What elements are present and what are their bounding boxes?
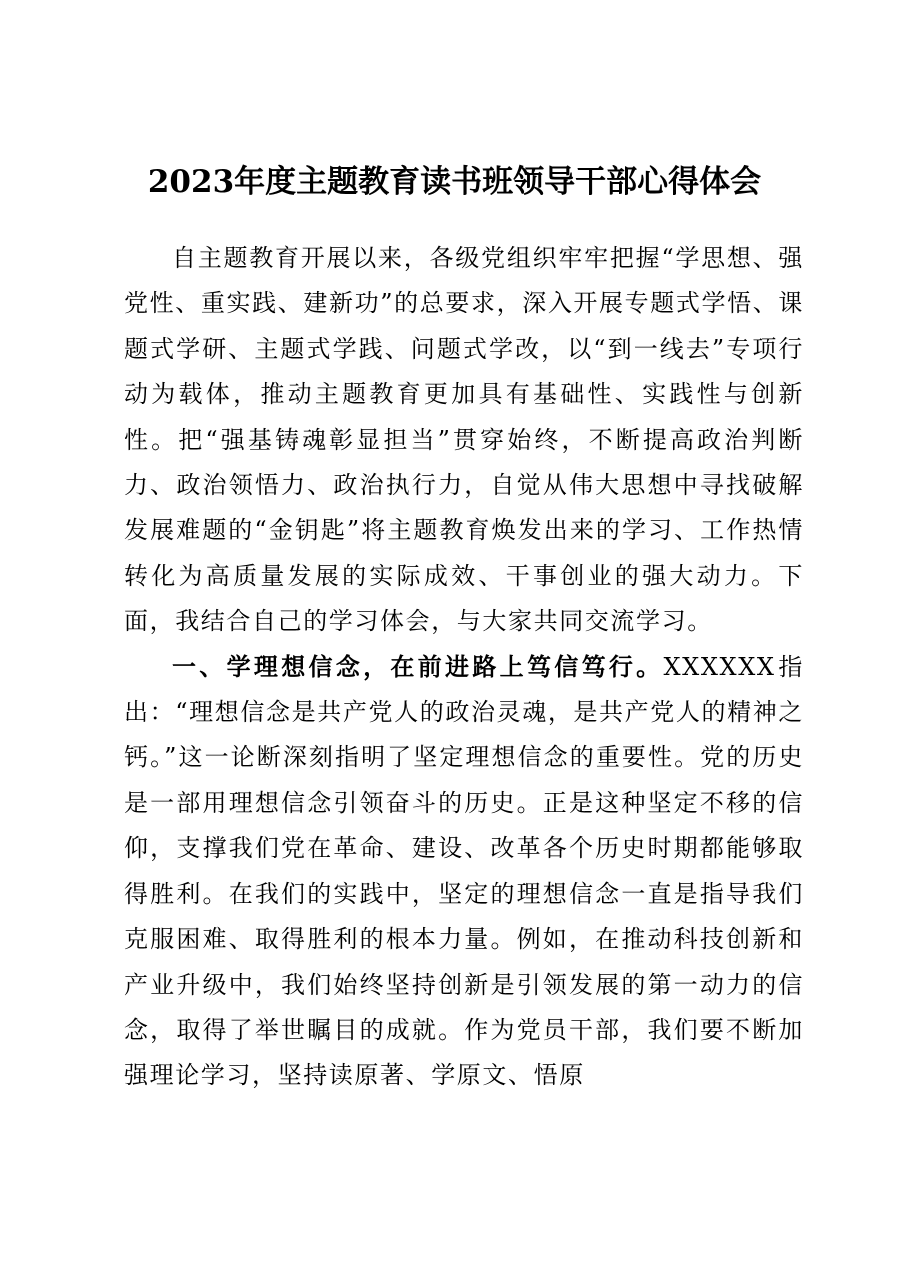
section-1-paragraph bbox=[124, 645, 804, 1099]
intro-paragraph: 自主题教育开展以来，各级党组织牢牢把握“学思想、强党性、重实践、建新功”的总要求，深入开展专题式学悟、课题式学研、主题式学践、问题式学改，以“到一线去”专项行动为载体，推动主题教育更加具有基础性、实践性与创新性。把“强基铸魂彰显担当”贯穿始终，不断提高政治判断力、政治领悟力、政治执行力，自觉从伟大思想中寻找破解发展难题的“金钥匙”将主题教育焕发出来的学习、工作热情转化为高质量发展的实际成效、干事创业的强大动力。下面，我结合自己的学习体会，与大家共同交流学习。 bbox=[124, 244, 804, 636]
section-1-heading: 一、学理想信念，在前进路上笃信笃行。 bbox=[172, 652, 664, 681]
section-1-text: XXXXXX指出：“理想信念是共产党人的政治灵魂，是共产党人的精神之钙。”这一论断深刻指明了坚定理想信念的重要性。党的历史是一部用理想信念引领奋斗的历史。正是这种坚定不移的信仰，支撑我们党在革命、建设、改革各个历史时期都能够取得胜利。在我们的实践中，坚定的理想信念一直是指导我们克服困难、取得胜利的根本力量。例如，在推动科技创新和产业升级中，我们始终坚持创新是引领发展的第一动力的信念，取得了举世瞩目的成就。作为党员干部，我们要不断加强理论学习，坚持读原著、学原文、悟原 bbox=[124, 652, 805, 1090]
document-title: 2023年度主题教育读书班领导干部心得体会 bbox=[147, 164, 762, 200]
document-body bbox=[124, 236, 804, 1099]
